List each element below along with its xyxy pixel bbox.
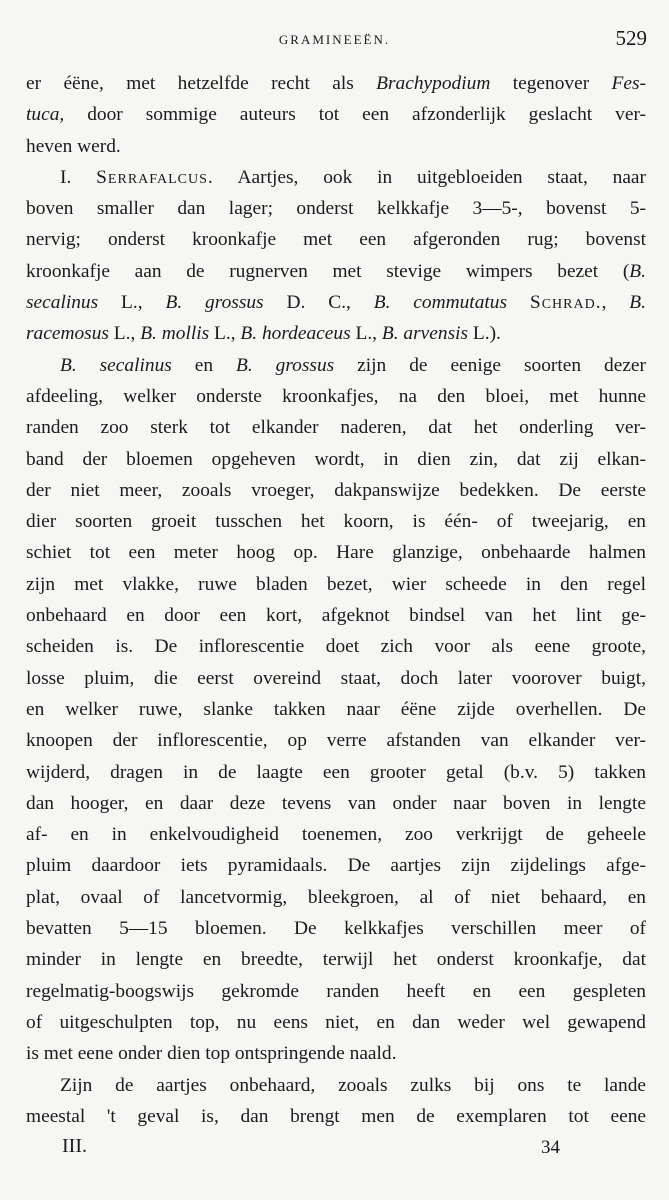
- text-segment: dier soorten groeit tusschen het koorn, is één- of tweejarig, en: [26, 511, 646, 533]
- text-segment: L.,: [350, 323, 382, 345]
- small-caps-text: Serrafalcus.: [96, 166, 214, 188]
- text-segment: en welker ruwe, slanke takken naar éëne zijde overhellen. De: [26, 698, 646, 720]
- text-segment: onbehaard en door een kort, afgeknot bindsel van het lint ge-: [26, 605, 646, 627]
- text-segment: is met eene onder dien top ontspringende naald.: [26, 1043, 397, 1065]
- text-segment: boven smaller dan lager; onderst kelkkafje 3—5-, bovenst 5-: [26, 198, 646, 220]
- text-segment: knoopen der inflorescentie, op verre afstanden van elkander ver-: [26, 730, 646, 752]
- text-segment: plat, ovaal of lancetvormig, bleekgroen, al of niet behaard, en: [26, 886, 646, 908]
- text-line: [26, 850, 646, 881]
- text-segment: af- en in enkelvoudigheid toenemen, zoo verkrijgt de geheele: [26, 824, 646, 846]
- text-line: [26, 819, 646, 850]
- italic-text: B.: [629, 260, 646, 282]
- text-segment: D. C.,: [263, 292, 374, 314]
- italic-text: tuca,: [26, 104, 65, 126]
- text-line: [26, 1007, 646, 1038]
- body-text: [26, 68, 646, 1132]
- text-line: [26, 381, 646, 412]
- italic-text: Brachypodium: [376, 73, 491, 94]
- text-segment: afdeeling, welker onderste kroonkafjes, na den bloei, met hunne: [26, 385, 646, 407]
- text-segment: wijderd, dragen in de laagte een grooter getal (b.v. 5) takken: [26, 761, 646, 783]
- text-segment: er éëne, met hetzelfde recht als: [26, 73, 377, 94]
- italic-text: B. secalinus: [60, 354, 172, 376]
- text-line: [26, 318, 646, 349]
- italic-text: racemosus: [26, 323, 109, 345]
- text-line: [26, 1038, 646, 1069]
- text-segment: L.,: [209, 323, 241, 345]
- page-number: 529: [615, 26, 647, 50]
- italic-text: secalinus: [26, 292, 99, 314]
- text-line: [26, 537, 646, 568]
- small-caps-text: Schrad.: [529, 292, 602, 314]
- text-segment: kroonkafje aan de rugnerven met stevige wimpers bezet (: [26, 260, 630, 282]
- text-line: [26, 193, 646, 224]
- italic-text: B.: [629, 292, 646, 314]
- italic-text: Fes-: [611, 73, 647, 94]
- text-segment: L.,: [98, 292, 166, 314]
- text-segment: door sommige auteurs tot een afzonderlijk geslacht ver-: [64, 104, 646, 126]
- text-line: [26, 694, 646, 725]
- text-line: [26, 131, 646, 162]
- text-line: [26, 663, 646, 694]
- italic-text: B. commutatus: [373, 292, 508, 314]
- italic-text: B. hordeaceus: [240, 323, 351, 345]
- text-line: [26, 913, 646, 944]
- text-line: [26, 475, 646, 506]
- text-segment: losse pluim, die eerst overeind staat, doch later voorover buigt,: [26, 667, 646, 689]
- text-segment: dan hooger, en daar deze tevens van onder naar boven in lengte: [26, 792, 646, 814]
- text-line: [26, 725, 646, 756]
- text-segment: band der bloemen opgeheven wordt, in dien zin, dat zij elkan-: [26, 448, 646, 470]
- running-title: GRAMINEEËN.: [278, 32, 391, 47]
- text-segment: tegenover: [490, 73, 612, 94]
- text-segment: L.,: [108, 323, 141, 345]
- text-segment: [507, 292, 530, 313]
- text-line: [26, 350, 646, 381]
- text-line: [26, 1101, 646, 1132]
- italic-text: B. grossus: [236, 354, 335, 376]
- text-segment: en: [171, 354, 237, 376]
- text-segment: heven werd.: [26, 135, 121, 157]
- text-line: [26, 99, 646, 130]
- text-line: [26, 444, 646, 475]
- running-head: [0, 26, 669, 62]
- text-segment: L.).: [468, 323, 501, 345]
- text-line: [26, 976, 646, 1007]
- text-line: [26, 600, 646, 631]
- text-segment: meestal 't geval is, dan brengt men de exemplaren tot eene: [26, 1105, 646, 1127]
- text-segment: ,: [601, 292, 630, 314]
- text-segment: der niet meer, zooals vroeger, dakpanswijze bedekken. De eerste: [26, 479, 646, 501]
- text-segment: zijn de eenige soorten dezer: [334, 354, 646, 376]
- text-segment: Zijn de aartjes onbehaard, zooals zulks bij ons te lande: [60, 1074, 646, 1096]
- text-line: [26, 1070, 646, 1101]
- text-segment: Aartjes, ook in uitgebloeiden staat, naar: [213, 166, 646, 188]
- italic-text: B. arvensis: [381, 323, 469, 345]
- text-line: [26, 224, 646, 255]
- text-line: [26, 412, 646, 443]
- italic-text: B. mollis: [140, 323, 210, 345]
- text-segment: pluim daardoor iets pyramidaals. De aartjes zijn zijdelings afge-: [26, 855, 646, 877]
- sheet-number: 34: [541, 1137, 560, 1158]
- text-line: [26, 631, 646, 662]
- text-segment: regelmatig-boogswijs gekromde randen heeft en een gespleten: [26, 980, 646, 1002]
- text-line: [26, 788, 646, 819]
- signature-mark: III.: [62, 1135, 87, 1157]
- text-segment: I.: [60, 166, 97, 188]
- text-line: [26, 162, 646, 193]
- text-segment: nervig; onderst kroonkafje met een afgeronden rug; bovenst: [26, 229, 646, 251]
- text-line: [26, 569, 646, 600]
- text-line: [26, 287, 646, 318]
- text-line: [26, 256, 646, 287]
- italic-text: B. grossus: [165, 292, 264, 314]
- text-line: [26, 882, 646, 913]
- text-line: [26, 944, 646, 975]
- text-segment: schiet tot een meter hoog op. Hare glanzige, onbehaarde halmen: [26, 542, 646, 564]
- page-footer: [26, 1135, 646, 1175]
- text-line: [26, 68, 646, 99]
- text-segment: bevatten 5—15 bloemen. De kelkkafjes verschillen meer of: [26, 918, 646, 940]
- text-segment: minder in lengte en breedte, terwijl het onderst kroonkafje, dat: [26, 949, 646, 971]
- text-line: [26, 757, 646, 788]
- text-segment: scheiden is. De inflorescentie doet zich voor als eene groote,: [26, 636, 646, 658]
- text-segment: of uitgeschulpten top, nu eens niet, en dan weder wel gewapend: [26, 1011, 646, 1033]
- text-segment: randen zoo sterk tot elkander naderen, dat het onderling ver-: [26, 417, 646, 439]
- text-line: [26, 506, 646, 537]
- text-segment: zijn met vlakke, ruwe bladen bezet, wier scheede in den regel: [26, 573, 646, 595]
